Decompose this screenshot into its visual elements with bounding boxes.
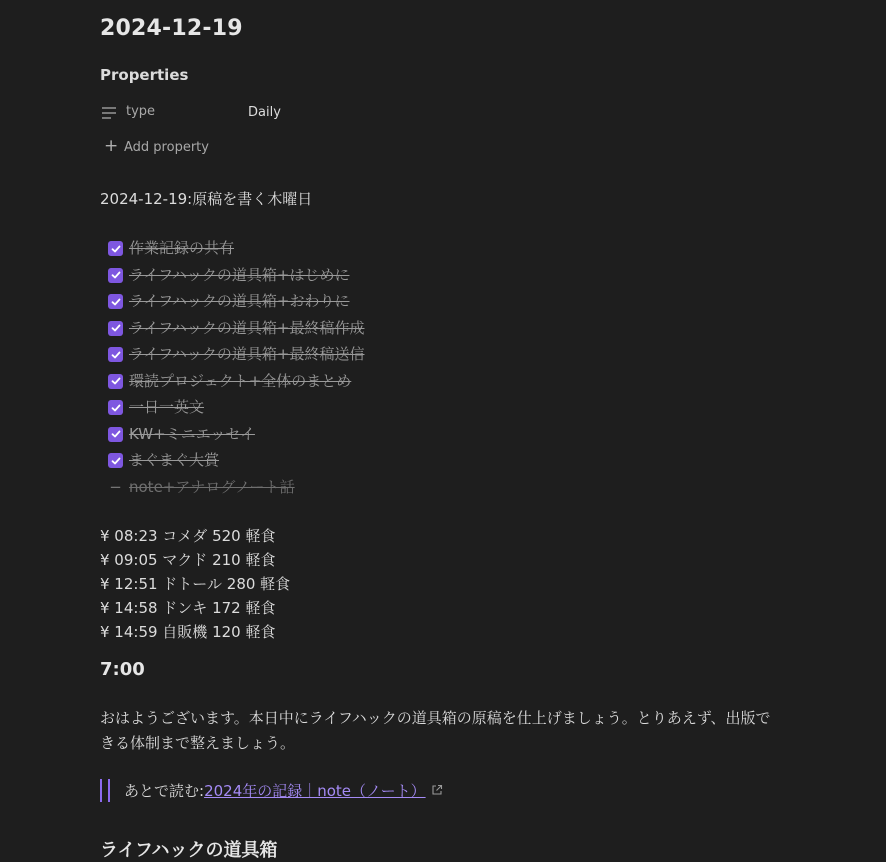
cancelled-task-marker[interactable]: −: [109, 477, 122, 496]
task-text[interactable]: 作業記録の共有: [129, 239, 235, 257]
task-text[interactable]: ライフハックの道具箱+最終稿作成: [129, 318, 365, 337]
time-heading[interactable]: 7:00: [100, 659, 145, 680]
checkbox-checked[interactable]: [108, 453, 123, 468]
expense-list: [100, 524, 290, 644]
task-text[interactable]: 環読プロジェクト+全体のまとめ: [129, 371, 352, 390]
check-icon: [111, 270, 121, 280]
task-text[interactable]: KW+ミニエッセイ: [129, 424, 255, 443]
morning-paragraph[interactable]: おはようございます。本日中にライフハックの道具箱の原稿を仕上げましょう。とりあえず、出版できる体制まで整えましょう。: [100, 709, 771, 752]
note-subtitle[interactable]: 2024-12-19:原稿を書く木曜日: [100, 190, 313, 208]
checkbox-checked[interactable]: [108, 268, 123, 283]
note-page: [100, 0, 800, 861]
task-text[interactable]: ライフハックの道具箱+最終稿送信: [129, 345, 365, 363]
quote-bar: [100, 779, 102, 802]
checkbox-checked[interactable]: [108, 427, 123, 442]
expense-line[interactable]: ¥ 14:59 自販機 120 軽食: [100, 623, 276, 641]
task-text[interactable]: note+アナログノート話: [129, 477, 295, 496]
check-icon: [111, 297, 121, 307]
check-icon: [111, 376, 121, 386]
expense-line[interactable]: ¥ 09:05 マクド 210 軽食: [100, 551, 276, 569]
text-lines-icon: [102, 107, 116, 119]
task-item: [108, 342, 364, 369]
task-list: [108, 236, 364, 501]
read-later-quote: [100, 778, 443, 802]
task-item: [108, 422, 364, 449]
check-icon: [111, 244, 121, 254]
plus-icon: +: [104, 136, 119, 156]
task-item: [108, 395, 364, 422]
checkbox-checked[interactable]: [108, 294, 123, 309]
external-link-icon: [431, 784, 443, 796]
expense-line[interactable]: ¥ 12:51 ドトール 280 軽食: [100, 575, 291, 593]
task-item: [108, 316, 364, 343]
task-item: [108, 236, 364, 263]
task-text[interactable]: ライフハックの道具箱+はじめに: [129, 265, 350, 284]
check-icon: [111, 323, 121, 333]
external-link-text: 2024年の記録｜note（ノート）: [204, 781, 426, 800]
check-icon: [111, 456, 121, 466]
next-heading[interactable]: ライフハックの道具箱: [100, 840, 278, 861]
check-icon: [111, 403, 121, 413]
task-item: [108, 263, 364, 290]
task-item-cancelled: [108, 475, 364, 502]
add-property-button[interactable]: [104, 136, 209, 159]
task-item: [108, 448, 364, 475]
checkbox-checked[interactable]: [108, 347, 123, 362]
properties-heading[interactable]: Properties: [100, 66, 189, 84]
task-item: [108, 289, 364, 316]
check-icon: [111, 350, 121, 360]
task-text[interactable]: ライフハックの道具箱+おわりに: [129, 292, 350, 310]
task-text[interactable]: まぐまぐ大賞: [129, 451, 220, 469]
property-value[interactable]: Daily: [248, 105, 281, 120]
expense-line[interactable]: ¥ 14:58 ドンキ 172 軽食: [100, 599, 276, 617]
quote-prefix: あとで読む:: [124, 781, 205, 800]
checkbox-checked[interactable]: [108, 241, 123, 256]
checkbox-checked[interactable]: [108, 321, 123, 336]
property-row-type[interactable]: [100, 102, 500, 124]
checkbox-checked[interactable]: [108, 400, 123, 415]
note-title[interactable]: 2024-12-19: [100, 16, 243, 41]
quote-bar: [108, 779, 110, 802]
expense-line[interactable]: ¥ 08:23 コメダ 520 軽食: [100, 527, 276, 545]
add-property-label: Add property: [124, 140, 209, 155]
task-text[interactable]: 一日一英文: [129, 398, 205, 416]
checkbox-checked[interactable]: [108, 374, 123, 389]
task-item: [108, 369, 364, 396]
external-link[interactable]: [204, 780, 426, 801]
check-icon: [111, 429, 121, 439]
property-key[interactable]: type: [126, 104, 156, 119]
